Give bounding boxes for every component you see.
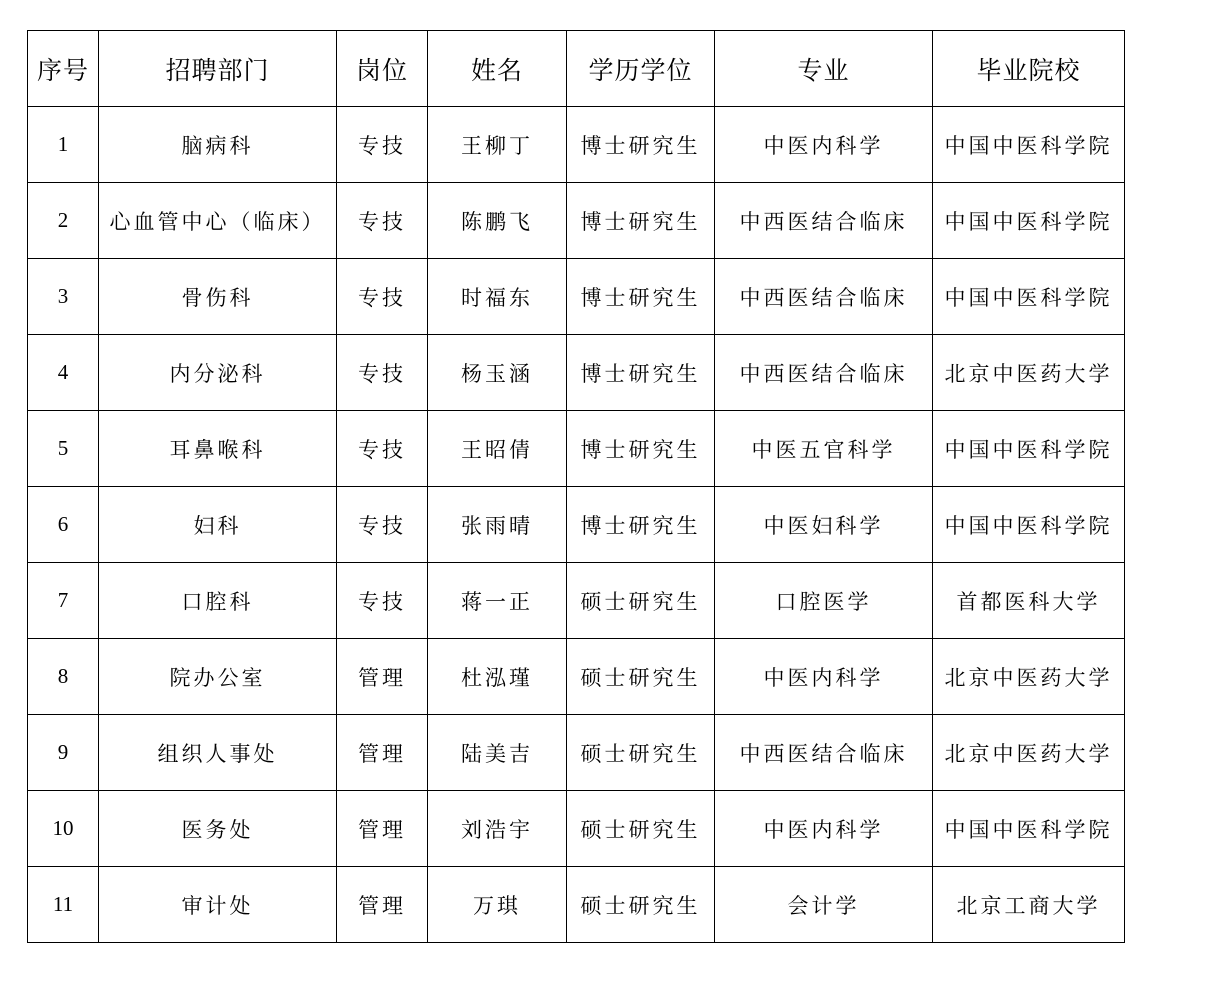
cell-school: 北京中医药大学 <box>933 715 1125 791</box>
table-row <box>28 487 1125 563</box>
cell-school: 中国中医科学院 <box>933 487 1125 563</box>
cell-department: 组织人事处 <box>99 715 337 791</box>
cell-major: 中西医结合临床 <box>715 259 933 335</box>
cell-school: 中国中医科学院 <box>933 411 1125 487</box>
table-row <box>28 563 1125 639</box>
table-row <box>28 107 1125 183</box>
cell-major: 中医内科学 <box>715 791 933 867</box>
cell-index: 8 <box>28 639 99 715</box>
cell-degree: 博士研究生 <box>567 335 715 411</box>
cell-degree: 硕士研究生 <box>567 563 715 639</box>
cell-department: 审计处 <box>99 867 337 943</box>
cell-index: 2 <box>28 183 99 259</box>
cell-name: 陈鹏飞 <box>428 183 567 259</box>
cell-degree: 博士研究生 <box>567 107 715 183</box>
cell-school: 北京工商大学 <box>933 867 1125 943</box>
cell-degree: 博士研究生 <box>567 183 715 259</box>
cell-name: 王昭倩 <box>428 411 567 487</box>
cell-name: 蒋一正 <box>428 563 567 639</box>
cell-position: 专技 <box>337 335 428 411</box>
table-row <box>28 715 1125 791</box>
cell-department: 脑病科 <box>99 107 337 183</box>
cell-name: 时福东 <box>428 259 567 335</box>
cell-major: 中医内科学 <box>715 639 933 715</box>
table-row <box>28 867 1125 943</box>
recruitment-table <box>27 30 1125 943</box>
cell-degree: 硕士研究生 <box>567 791 715 867</box>
cell-department: 医务处 <box>99 791 337 867</box>
cell-name: 万琪 <box>428 867 567 943</box>
cell-index: 11 <box>28 867 99 943</box>
cell-degree: 硕士研究生 <box>567 715 715 791</box>
cell-major: 会计学 <box>715 867 933 943</box>
cell-major: 中医妇科学 <box>715 487 933 563</box>
cell-index: 1 <box>28 107 99 183</box>
cell-name: 杨玉涵 <box>428 335 567 411</box>
cell-degree: 博士研究生 <box>567 259 715 335</box>
cell-index: 5 <box>28 411 99 487</box>
cell-degree: 博士研究生 <box>567 487 715 563</box>
header-school: 毕业院校 <box>933 31 1125 107</box>
cell-position: 管理 <box>337 791 428 867</box>
cell-school: 中国中医科学院 <box>933 107 1125 183</box>
cell-name: 杜泓瑾 <box>428 639 567 715</box>
header-index: 序号 <box>28 31 99 107</box>
cell-school: 北京中医药大学 <box>933 335 1125 411</box>
header-row <box>28 31 1125 107</box>
cell-index: 7 <box>28 563 99 639</box>
table-row <box>28 259 1125 335</box>
cell-school: 中国中医科学院 <box>933 259 1125 335</box>
cell-name: 张雨晴 <box>428 487 567 563</box>
cell-index: 4 <box>28 335 99 411</box>
cell-position: 专技 <box>337 183 428 259</box>
header-major: 专业 <box>715 31 933 107</box>
cell-department: 耳鼻喉科 <box>99 411 337 487</box>
cell-degree: 博士研究生 <box>567 411 715 487</box>
table-row <box>28 411 1125 487</box>
cell-major: 中西医结合临床 <box>715 715 933 791</box>
header-position: 岗位 <box>337 31 428 107</box>
cell-school: 北京中医药大学 <box>933 639 1125 715</box>
cell-school: 首都医科大学 <box>933 563 1125 639</box>
cell-degree: 硕士研究生 <box>567 867 715 943</box>
cell-department: 内分泌科 <box>99 335 337 411</box>
table-row <box>28 791 1125 867</box>
cell-position: 专技 <box>337 563 428 639</box>
table-row <box>28 183 1125 259</box>
cell-department: 妇科 <box>99 487 337 563</box>
cell-department: 骨伤科 <box>99 259 337 335</box>
cell-position: 管理 <box>337 715 428 791</box>
cell-index: 9 <box>28 715 99 791</box>
table-row <box>28 335 1125 411</box>
table-row <box>28 639 1125 715</box>
cell-position: 管理 <box>337 639 428 715</box>
cell-index: 3 <box>28 259 99 335</box>
cell-major: 中西医结合临床 <box>715 183 933 259</box>
cell-department: 口腔科 <box>99 563 337 639</box>
cell-name: 王柳丁 <box>428 107 567 183</box>
cell-school: 中国中医科学院 <box>933 183 1125 259</box>
cell-major: 中医内科学 <box>715 107 933 183</box>
cell-department: 院办公室 <box>99 639 337 715</box>
cell-degree: 硕士研究生 <box>567 639 715 715</box>
cell-department: 心血管中心（临床） <box>99 183 337 259</box>
cell-major: 口腔医学 <box>715 563 933 639</box>
header-department: 招聘部门 <box>99 31 337 107</box>
cell-major: 中医五官科学 <box>715 411 933 487</box>
cell-major: 中西医结合临床 <box>715 335 933 411</box>
cell-index: 6 <box>28 487 99 563</box>
header-name: 姓名 <box>428 31 567 107</box>
cell-name: 刘浩宇 <box>428 791 567 867</box>
cell-position: 专技 <box>337 487 428 563</box>
cell-position: 专技 <box>337 259 428 335</box>
header-degree: 学历学位 <box>567 31 715 107</box>
cell-index: 10 <box>28 791 99 867</box>
cell-school: 中国中医科学院 <box>933 791 1125 867</box>
cell-name: 陆美吉 <box>428 715 567 791</box>
cell-position: 管理 <box>337 867 428 943</box>
cell-position: 专技 <box>337 107 428 183</box>
cell-position: 专技 <box>337 411 428 487</box>
